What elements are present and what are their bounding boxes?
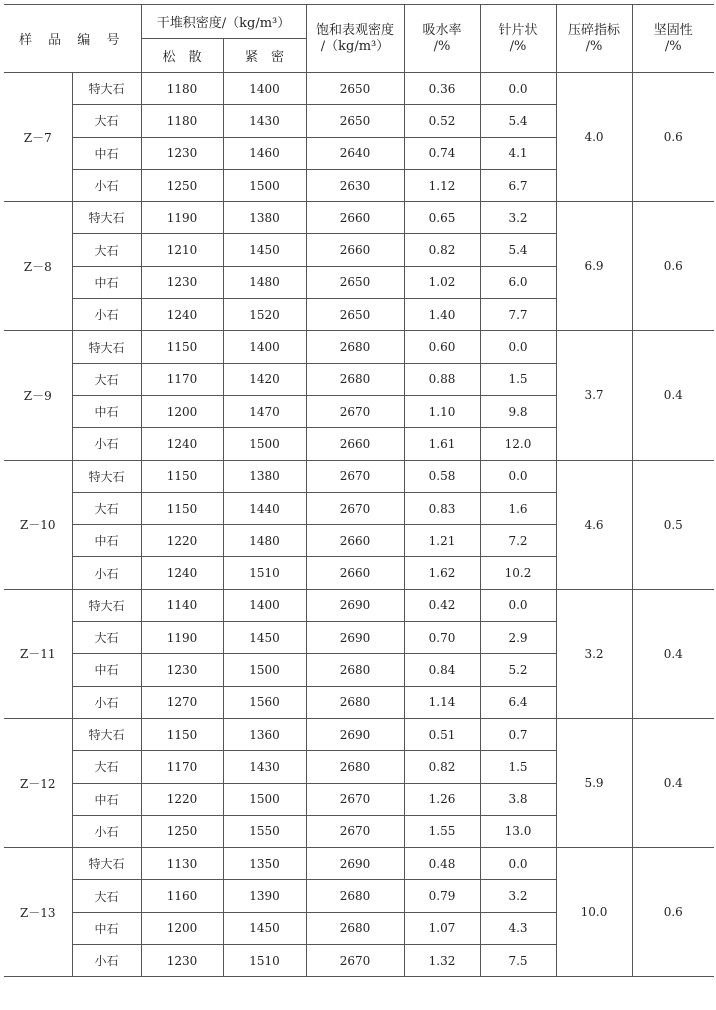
- compact-cell: 1450: [223, 234, 306, 266]
- flaky-cell: 10.2: [480, 557, 556, 589]
- saturated-density-cell: 2650: [306, 73, 404, 105]
- flaky-cell: 0.0: [480, 848, 556, 880]
- size-class-cell: 小石: [72, 557, 141, 589]
- soundness-cell: 0.4: [632, 589, 714, 718]
- flaky-unit: /%: [509, 38, 527, 54]
- crush-index-cell: 3.2: [556, 589, 632, 718]
- absorption-cell: 0.70: [404, 622, 480, 654]
- loose-cell: 1150: [141, 492, 223, 524]
- absorption-cell: 1.55: [404, 815, 480, 847]
- compact-cell: 1510: [223, 557, 306, 589]
- absorption-cell: 1.26: [404, 783, 480, 815]
- saturated-density-label: 饱和表观密度: [315, 22, 394, 38]
- size-class-cell: 中石: [72, 266, 141, 298]
- saturated-density-cell: 2670: [306, 815, 404, 847]
- size-class-cell: 小石: [72, 428, 141, 460]
- table-row: [4, 460, 714, 492]
- saturated-density-cell: 2650: [306, 105, 404, 137]
- sample-id-cell: Z－12: [4, 718, 72, 847]
- compact-cell: 1460: [223, 137, 306, 169]
- saturated-density-cell: 2670: [306, 460, 404, 492]
- loose-cell: 1140: [141, 589, 223, 621]
- loose-cell: 1180: [141, 105, 223, 137]
- table-row: [4, 331, 714, 363]
- saturated-density-cell: 2670: [306, 395, 404, 427]
- sample-id-header: 样 品 编 号: [4, 5, 141, 73]
- saturated-density-cell: 2660: [306, 428, 404, 460]
- compact-cell: 1520: [223, 299, 306, 331]
- soundness-cell: 0.6: [632, 73, 714, 202]
- sample-id-cell: Z－8: [4, 202, 72, 331]
- absorption-cell: 1.14: [404, 686, 480, 718]
- flaky-cell: 6.0: [480, 266, 556, 298]
- table-row: [4, 73, 714, 105]
- sample-id-cell: Z－13: [4, 848, 72, 977]
- absorption-cell: 0.58: [404, 460, 480, 492]
- saturated-density-cell: 2660: [306, 234, 404, 266]
- absorption-cell: 0.51: [404, 718, 480, 750]
- loose-cell: 1220: [141, 525, 223, 557]
- saturated-density-header: [306, 5, 404, 73]
- soundness-cell: 0.5: [632, 460, 714, 589]
- saturated-density-cell: 2670: [306, 783, 404, 815]
- absorption-cell: 0.82: [404, 234, 480, 266]
- sample-id-cell: Z－9: [4, 331, 72, 460]
- dry-density-header: 干堆积密度/（kg/m³）: [141, 5, 306, 39]
- saturated-density-cell: 2690: [306, 848, 404, 880]
- saturated-density-cell: 2660: [306, 557, 404, 589]
- flaky-cell: 3.8: [480, 783, 556, 815]
- soundness-cell: 0.6: [632, 202, 714, 331]
- soundness-cell: 0.4: [632, 718, 714, 847]
- flaky-cell: 4.1: [480, 137, 556, 169]
- compact-header: 紧 密: [223, 39, 306, 73]
- table-row: [4, 202, 714, 234]
- compact-cell: 1470: [223, 395, 306, 427]
- loose-cell: 1150: [141, 331, 223, 363]
- compact-cell: 1400: [223, 73, 306, 105]
- loose-cell: 1250: [141, 169, 223, 201]
- absorption-cell: 1.10: [404, 395, 480, 427]
- loose-cell: 1270: [141, 686, 223, 718]
- compact-cell: 1440: [223, 492, 306, 524]
- flaky-cell: 5.2: [480, 654, 556, 686]
- saturated-density-cell: 2650: [306, 299, 404, 331]
- compact-cell: 1500: [223, 169, 306, 201]
- flaky-cell: 0.0: [480, 331, 556, 363]
- size-class-cell: 大石: [72, 880, 141, 912]
- saturated-density-cell: 2650: [306, 266, 404, 298]
- loose-cell: 1200: [141, 395, 223, 427]
- absorption-label: 吸水率: [422, 22, 462, 38]
- flaky-cell: 0.0: [480, 73, 556, 105]
- absorption-cell: 1.61: [404, 428, 480, 460]
- flaky-cell: 13.0: [480, 815, 556, 847]
- saturated-density-cell: 2640: [306, 137, 404, 169]
- loose-cell: 1170: [141, 363, 223, 395]
- saturated-density-cell: 2630: [306, 169, 404, 201]
- flaky-cell: 12.0: [480, 428, 556, 460]
- loose-cell: 1230: [141, 945, 223, 977]
- size-class-cell: 中石: [72, 525, 141, 557]
- flaky-cell: 1.5: [480, 363, 556, 395]
- absorption-cell: 0.65: [404, 202, 480, 234]
- flaky-cell: 5.4: [480, 105, 556, 137]
- sample-id-cell: Z－7: [4, 73, 72, 202]
- compact-cell: 1380: [223, 460, 306, 492]
- flaky-cell: 5.4: [480, 234, 556, 266]
- absorption-cell: 0.52: [404, 105, 480, 137]
- flaky-cell: 3.2: [480, 202, 556, 234]
- flaky-cell: 7.7: [480, 299, 556, 331]
- table-row: [4, 589, 714, 621]
- size-class-cell: 特大石: [72, 718, 141, 750]
- compact-cell: 1430: [223, 105, 306, 137]
- saturated-density-cell: 2670: [306, 492, 404, 524]
- size-class-cell: 中石: [72, 395, 141, 427]
- absorption-cell: 0.82: [404, 751, 480, 783]
- compact-cell: 1560: [223, 686, 306, 718]
- compact-cell: 1400: [223, 589, 306, 621]
- size-class-cell: 特大石: [72, 848, 141, 880]
- absorption-cell: 0.88: [404, 363, 480, 395]
- absorption-cell: 0.42: [404, 589, 480, 621]
- absorption-cell: 0.84: [404, 654, 480, 686]
- flaky-cell: 1.5: [480, 751, 556, 783]
- size-class-cell: 中石: [72, 783, 141, 815]
- soundness-cell: 0.6: [632, 848, 714, 977]
- compact-cell: 1380: [223, 202, 306, 234]
- loose-cell: 1190: [141, 202, 223, 234]
- saturated-density-cell: 2690: [306, 589, 404, 621]
- flaky-cell: 6.4: [480, 686, 556, 718]
- absorption-cell: 1.21: [404, 525, 480, 557]
- saturated-density-cell: 2680: [306, 751, 404, 783]
- absorption-cell: 0.83: [404, 492, 480, 524]
- size-class-cell: 大石: [72, 492, 141, 524]
- loose-cell: 1190: [141, 622, 223, 654]
- sample-id-cell: Z－11: [4, 589, 72, 718]
- size-class-cell: 小石: [72, 815, 141, 847]
- compact-cell: 1480: [223, 525, 306, 557]
- flaky-cell: 9.8: [480, 395, 556, 427]
- table-body: [4, 73, 714, 977]
- flaky-cell: 0.0: [480, 460, 556, 492]
- absorption-cell: 1.07: [404, 912, 480, 944]
- compact-cell: 1500: [223, 783, 306, 815]
- size-class-cell: 大石: [72, 105, 141, 137]
- table-row: [4, 848, 714, 880]
- loose-cell: 1170: [141, 751, 223, 783]
- loose-cell: 1160: [141, 880, 223, 912]
- size-class-cell: 特大石: [72, 460, 141, 492]
- saturated-density-cell: 2690: [306, 718, 404, 750]
- crush-index-cell: 4.0: [556, 73, 632, 202]
- loose-cell: 1220: [141, 783, 223, 815]
- saturated-density-cell: 2680: [306, 686, 404, 718]
- loose-cell: 1230: [141, 137, 223, 169]
- crush-index-cell: 3.7: [556, 331, 632, 460]
- loose-cell: 1150: [141, 460, 223, 492]
- size-class-cell: 中石: [72, 654, 141, 686]
- size-class-cell: 特大石: [72, 331, 141, 363]
- loose-cell: 1130: [141, 848, 223, 880]
- size-class-cell: 小石: [72, 945, 141, 977]
- flaky-cell: 2.9: [480, 622, 556, 654]
- crush-index-cell: 5.9: [556, 718, 632, 847]
- size-class-cell: 大石: [72, 622, 141, 654]
- size-class-cell: 中石: [72, 137, 141, 169]
- size-class-cell: 小石: [72, 169, 141, 201]
- crush-index-header: [556, 5, 632, 73]
- compact-cell: 1500: [223, 428, 306, 460]
- compact-cell: 1420: [223, 363, 306, 395]
- crush-index-label: 压碎指标: [567, 22, 620, 38]
- loose-cell: 1180: [141, 73, 223, 105]
- absorption-cell: 1.62: [404, 557, 480, 589]
- absorption-cell: 0.48: [404, 848, 480, 880]
- compact-cell: 1450: [223, 912, 306, 944]
- crush-index-cell: 10.0: [556, 848, 632, 977]
- size-class-cell: 大石: [72, 363, 141, 395]
- saturated-density-cell: 2690: [306, 622, 404, 654]
- loose-cell: 1240: [141, 299, 223, 331]
- saturated-density-cell: 2670: [306, 945, 404, 977]
- loose-cell: 1200: [141, 912, 223, 944]
- loose-cell: 1250: [141, 815, 223, 847]
- loose-cell: 1230: [141, 654, 223, 686]
- flaky-cell: 7.2: [480, 525, 556, 557]
- size-class-cell: 特大石: [72, 202, 141, 234]
- compact-cell: 1510: [223, 945, 306, 977]
- absorption-cell: 0.74: [404, 137, 480, 169]
- size-class-cell: 特大石: [72, 73, 141, 105]
- absorption-unit: /%: [433, 38, 451, 54]
- compact-cell: 1360: [223, 718, 306, 750]
- size-class-cell: 大石: [72, 234, 141, 266]
- compact-cell: 1500: [223, 654, 306, 686]
- saturated-density-cell: 2680: [306, 363, 404, 395]
- compact-cell: 1400: [223, 331, 306, 363]
- saturated-density-cell: 2680: [306, 331, 404, 363]
- flaky-cell: 1.6: [480, 492, 556, 524]
- loose-header: 松 散: [141, 39, 223, 73]
- size-class-cell: 特大石: [72, 589, 141, 621]
- absorption-cell: 1.40: [404, 299, 480, 331]
- compact-cell: 1350: [223, 848, 306, 880]
- size-class-cell: 中石: [72, 912, 141, 944]
- soundness-label: 坚固性: [653, 22, 693, 38]
- size-class-cell: 小石: [72, 686, 141, 718]
- saturated-density-cell: 2660: [306, 525, 404, 557]
- absorption-cell: 0.79: [404, 880, 480, 912]
- flaky-label: 针片状: [498, 22, 538, 38]
- absorption-cell: 1.12: [404, 169, 480, 201]
- flaky-cell: 7.5: [480, 945, 556, 977]
- size-class-cell: 小石: [72, 299, 141, 331]
- compact-cell: 1430: [223, 751, 306, 783]
- absorption-cell: 0.60: [404, 331, 480, 363]
- flaky-cell: 0.7: [480, 718, 556, 750]
- loose-cell: 1240: [141, 557, 223, 589]
- absorption-cell: 1.32: [404, 945, 480, 977]
- crush-index-cell: 4.6: [556, 460, 632, 589]
- loose-cell: 1210: [141, 234, 223, 266]
- saturated-density-cell: 2680: [306, 654, 404, 686]
- crush-index-unit: /%: [585, 38, 603, 54]
- compact-cell: 1480: [223, 266, 306, 298]
- soundness-unit: /%: [664, 38, 682, 54]
- saturated-density-unit: /（kg/m³）: [320, 38, 390, 54]
- saturated-density-cell: 2680: [306, 912, 404, 944]
- table-row: [4, 718, 714, 750]
- compact-cell: 1390: [223, 880, 306, 912]
- size-class-cell: 大石: [72, 751, 141, 783]
- flaky-header: [480, 5, 556, 73]
- loose-cell: 1240: [141, 428, 223, 460]
- aggregate-properties-table: [4, 4, 714, 977]
- absorption-cell: 1.02: [404, 266, 480, 298]
- saturated-density-cell: 2680: [306, 880, 404, 912]
- loose-cell: 1150: [141, 718, 223, 750]
- flaky-cell: 6.7: [480, 169, 556, 201]
- flaky-cell: 0.0: [480, 589, 556, 621]
- loose-cell: 1230: [141, 266, 223, 298]
- saturated-density-cell: 2660: [306, 202, 404, 234]
- flaky-cell: 3.2: [480, 880, 556, 912]
- crush-index-cell: 6.9: [556, 202, 632, 331]
- compact-cell: 1550: [223, 815, 306, 847]
- flaky-cell: 4.3: [480, 912, 556, 944]
- soundness-header: [632, 5, 714, 73]
- table-header: [4, 5, 714, 73]
- absorption-header: [404, 5, 480, 73]
- sample-id-cell: Z－10: [4, 460, 72, 589]
- soundness-cell: 0.4: [632, 331, 714, 460]
- absorption-cell: 0.36: [404, 73, 480, 105]
- compact-cell: 1450: [223, 622, 306, 654]
